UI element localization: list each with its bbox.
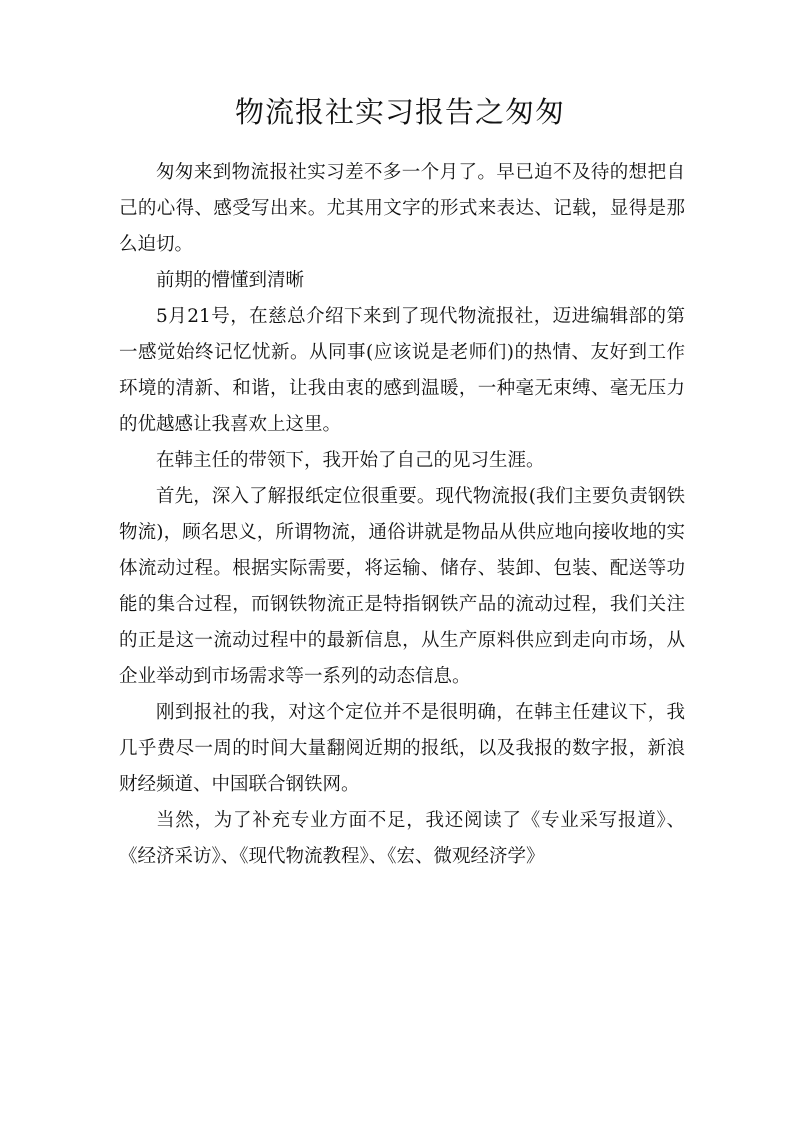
paragraph-6: 刚到报社的我，对这个定位并不是很明确，在韩主任建议下，我几乎费尽一周的时间大量翻阅近期的报纸，以及我报的数字报，新浪财经频道、中国联合钢铁网。 [119, 702, 685, 795]
document-body [119, 155, 685, 875]
paragraph-7: 当然，为了补充专业方面不足，我还阅读了《专业采写报道》、《经济采访》、《现代物流教程》、《宏、微观经济学》 [119, 810, 685, 867]
document-title: 物流报社实习报告之匆匆 [234, 95, 565, 129]
paragraph-4: 在韩主任的带领下，我开始了自己的见习生涯。 [156, 450, 545, 471]
paragraph-1: 匆匆来到物流报社实习差不多一个月了。早已迫不及待的想把自己的心得、感受写出来。尤其用文字的形式来表达、记载，显得是那么迫切。 [119, 162, 685, 255]
paragraph-5: 首先，深入了解报纸定位很重要。现代物流报(我们主要负责钢铁物流)，顾名思义，所谓物流，通俗讲就是物品从供应地向接收地的实体流动过程。根据实际需要，将运输、储存、装卸、包装、配送等功能的集合过程，而钢铁物流正是特指钢铁产品的流动过程，我们关注的正是这一流动过程中的最新信息，从生产原料供应到走向市场，从企业举动到市场需求等一系列的动态信息。 [119, 486, 685, 687]
paragraph-3: 5月21号，在慈总介绍下来到了现代物流报社，迈进编辑部的第一感觉始终记忆忧新。从同事(应该说是老师们)的热情、友好到工作环境的清新、和谐，让我由衷的感到温暖，一种毫无束缚、毫无压力的优越感让我喜欢上这里。 [119, 306, 685, 435]
paragraph-2-subheading: 前期的懵懂到清晰 [156, 270, 305, 291]
